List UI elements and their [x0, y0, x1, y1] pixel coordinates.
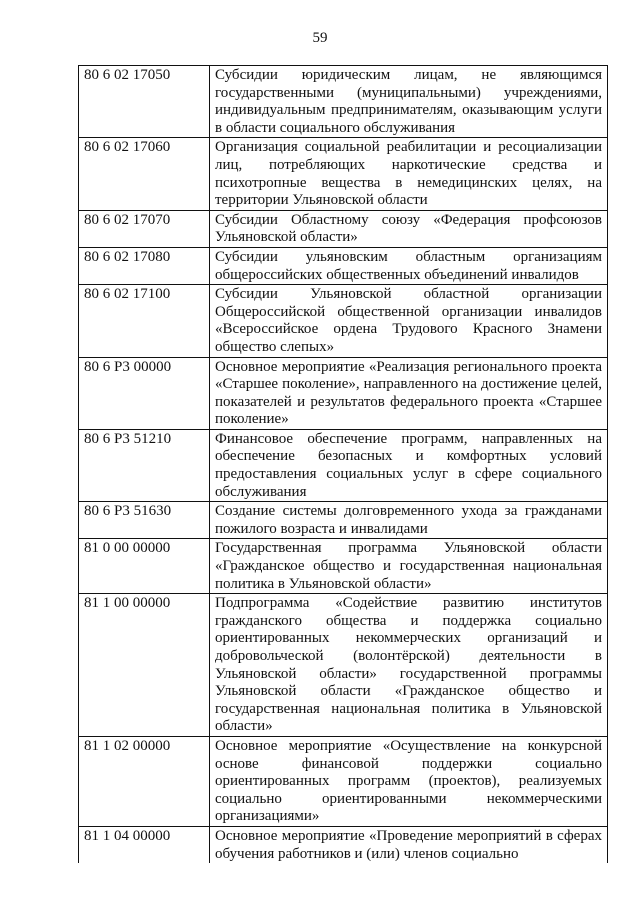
row-description: Субсидии Ульяновской областной организации Общероссийской общественной организации инвалидов «Всероссийское ордена Трудового Красного Знамени общество слепых» — [210, 285, 608, 357]
table-row — [79, 429, 608, 501]
row-code: 81 1 02 00000 — [79, 736, 210, 826]
table-row — [79, 539, 608, 594]
row-code: 80 6 Р3 00000 — [79, 357, 210, 429]
row-description: Основное мероприятие «Проведение мероприятий в сферах обучения работников и (или) членов социально — [210, 826, 608, 863]
row-description: Субсидии ульяновским областным организациям общероссийских общественных объединений инвалидов — [210, 247, 608, 284]
row-code: 80 6 02 17050 — [79, 66, 210, 138]
row-code: 80 6 Р3 51630 — [79, 502, 210, 539]
row-code: 81 0 00 00000 — [79, 539, 210, 594]
table-row — [79, 502, 608, 539]
row-description: Подпрограмма «Содействие развитию институтов гражданского общества и поддержка социально ориентированных некоммерческих организаций и добровольческой (волонтёрской) деятельности в Ульяновской области» государственной программы Ульяновской области «Гражданское общество и государственная национальная политика в Ульяновской области» — [210, 594, 608, 737]
page-number: 59 — [312, 30, 328, 46]
row-description: Основное мероприятие «Осуществление на конкурсной основе финансовой поддержки социально ориентированных программ (проектов), реализуемых социально ориентированными некоммерческими организациями» — [210, 736, 608, 826]
table-row — [79, 247, 608, 284]
row-code: 80 6 02 17100 — [79, 285, 210, 357]
table-row — [79, 66, 608, 138]
table-row — [79, 138, 608, 210]
budget-codes-table — [78, 65, 608, 863]
row-description: Субсидии юридическим лицам, не являющимся государственными (муниципальными) учреждениями, индивидуальным предпринимателям, оказывающим услуги в области социального обслуживания — [210, 66, 608, 138]
row-description: Финансовое обеспечение программ, направленных на обеспечение безопасных и комфортных условий предоставления социальных услуг в сфере социального обслуживания — [210, 429, 608, 501]
row-description: Основное мероприятие «Реализация регионального проекта «Старшее поколение», направленного на достижение целей, показателей и результатов федерального проекта «Старшее поколение» — [210, 357, 608, 429]
table-row — [79, 357, 608, 429]
table-row — [79, 736, 608, 826]
row-code: 80 6 02 17060 — [79, 138, 210, 210]
table-row — [79, 285, 608, 357]
row-code: 80 6 02 17070 — [79, 210, 210, 247]
row-description: Государственная программа Ульяновской области «Гражданское общество и государственная национальная политика в Ульяновской области» — [210, 539, 608, 594]
row-code: 80 6 02 17080 — [79, 247, 210, 284]
row-description: Субсидии Областному союзу «Федерация профсоюзов Ульяновской области» — [210, 210, 608, 247]
table-row — [79, 826, 608, 863]
row-code: 81 1 04 00000 — [79, 826, 210, 863]
table-row — [79, 210, 608, 247]
row-code: 80 6 Р3 51210 — [79, 429, 210, 501]
row-description: Организация социальной реабилитации и ресоциализации лиц, потребляющих наркотические средства и психотропные вещества в немедицинских целях, на территории Ульяновской области — [210, 138, 608, 210]
table-row — [79, 594, 608, 737]
row-code: 81 1 00 00000 — [79, 594, 210, 737]
row-description: Создание системы долговременного ухода за гражданами пожилого возраста и инвалидами — [210, 502, 608, 539]
